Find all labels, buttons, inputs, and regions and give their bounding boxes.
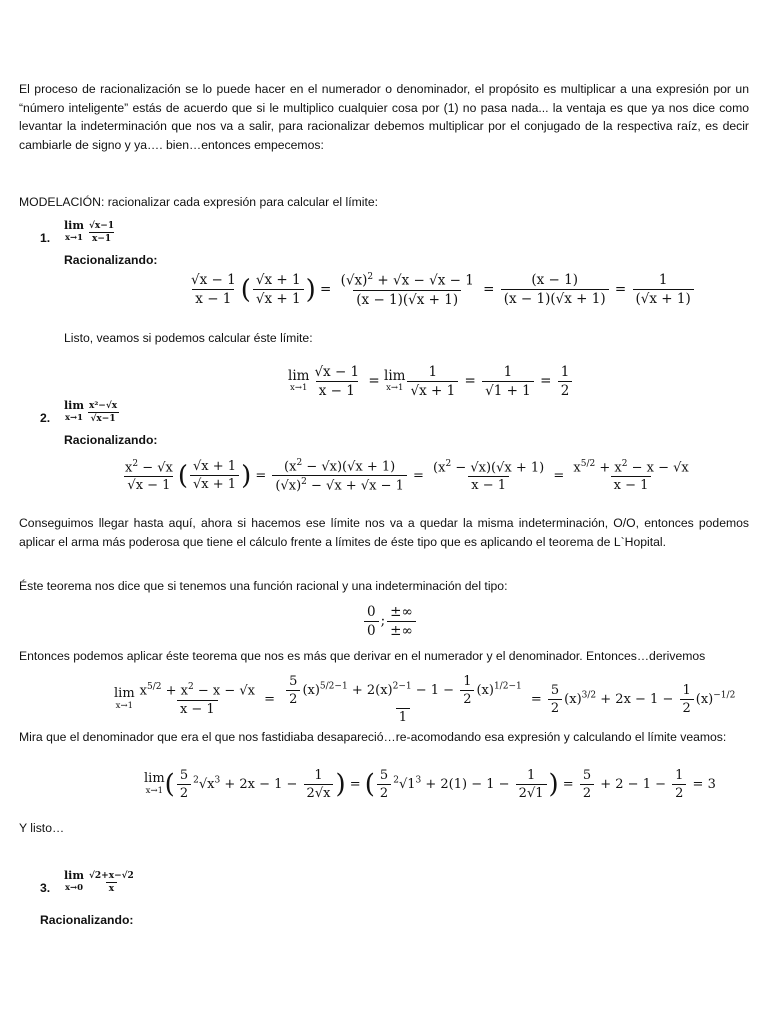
racionalizando-label: Racionalizando: [40, 913, 134, 927]
racionalizando-label: Racionalizando: [64, 253, 158, 267]
listo-text: Listo, veamos si podemos calcular éste límite: [64, 331, 313, 345]
equation-1-rationalize: $\frac{√x - 1}{x - 1}$ ( $\frac{√x + 1}{√x + 1}$ ) = $\frac{(√x)^2 + √x - √x - 1}{(x - 1)(√x + 1)}$ = $\frac{(x - 1)}{(x - 1)(√x + 1)}$ = $\frac{1}{(√x + 1)}$ [186, 272, 696, 308]
problem-3-limit: lim x→0 $\frac{√2+x-√2}{x}$ [64, 869, 134, 894]
equation-1-limit: lim x→1 $\frac{√x - 1}{x - 1}$ = lim x→1 $\frac{1}{√x + 1}$ = $\frac{1}{√1 + 1}$ = $\frac{1}{2}$ [288, 364, 574, 399]
indeterminate-forms: $\frac{0}{0}$ ; $\frac{\pm\infty}{\pm\infty}$ [362, 604, 418, 639]
item-number: 2. [40, 411, 51, 425]
entonces-text: Entonces podemos aplicar éste teorema que nos es más que derivar en el numerador y el denominador. Entonces…derivemos [19, 649, 706, 663]
equation-2-result: lim x→1 ( $\frac{5}{2}$ $^2√x^3 + 2x - 1$ − $\frac{1}{2√x}$ ) = ( $\frac{5}{2}$ $^2√1^3 + 2(1) - 1$ − $\frac{1}{2√1}$ ) = $\frac{5}{2}$ + 2 − 1 − $\frac{1}{2}$ = 3 [144, 768, 716, 801]
item-number: 3. [40, 881, 51, 895]
equation-2-rationalize: $\frac{x^2 - √x}{√x - 1}$ ( $\frac{√x + 1}{√x + 1}$ ) = $\frac{(x^2 - √x)(√x + 1)}{(√x)^2 - √x + √x - 1}$ = $\frac{(x^2 - √x)(√x + 1)}{x - 1}$ = $\frac{x^{5/2} + x^2 - x - √x}{x - 1}$ [125, 458, 689, 494]
teorema-text: Éste teorema nos dice que si tenemos una función racional y una indeterminación del tipo: [19, 579, 508, 593]
y-listo-text: Y listo… [19, 821, 65, 835]
modelacion-heading: MODELACIÓN: racionalizar cada expresión para calcular el límite: [19, 195, 378, 209]
item-number: 1. [40, 231, 51, 245]
conseguimos-paragraph: Conseguimos llegar hasta aquí, ahora si hacemos ese límite nos va a quedar la misma indeterminación, O/O, entonces podemos aplicar el arma más poderosa que tiene el cálculo frente a límites de éste tipo que es aplicando el teorema de L`Hopital. [19, 516, 749, 549]
problem-1-limit: lim x→1 $\frac{√x-1}{x-1}$ [64, 219, 115, 244]
racionalizando-label: Racionalizando: [64, 433, 158, 447]
mira-paragraph: Mira que el denominador que era el que nos fastidiaba desapareció…re-acomodando esa expresión y calculando el límite veamos: [19, 730, 727, 744]
problem-2-limit: lim x→1 $\frac{\text{x²−√x}}{√x-1}$ [64, 399, 118, 424]
equation-2-lhopital: lim x→1 $\frac{x^{5/2} + x^2 - x - √x}{x - 1}$ = $\frac{5}{2}$ $(x)^{5/2-1} + 2(x)^{2-1} - 1$ − $\frac{1}{2}$ $(x)^{1/2-1}$ 1 = $\frac{5}{2}$ $(x)^{3/2} + 2x - 1$ − $\frac{1}{2}$ $(x)^{-1/2}$ [114, 674, 736, 725]
intro-paragraph: El proceso de racionalización se lo puede hacer en el numerador o denominador, el propósito es multiplicar a una expresión por un “número inteligente” estás de acuerdo que si le multiplico cualquier cosa por (1) no pasa nada... la ventaja es que ya nos dice como levantar la indeterminación que nos va a salir, para racionalizar debemos multiplicar por el conjugado de la respectiva raíz, es decir cambiarle de signo y ya…. bien…entonces empecemos: [19, 82, 749, 152]
